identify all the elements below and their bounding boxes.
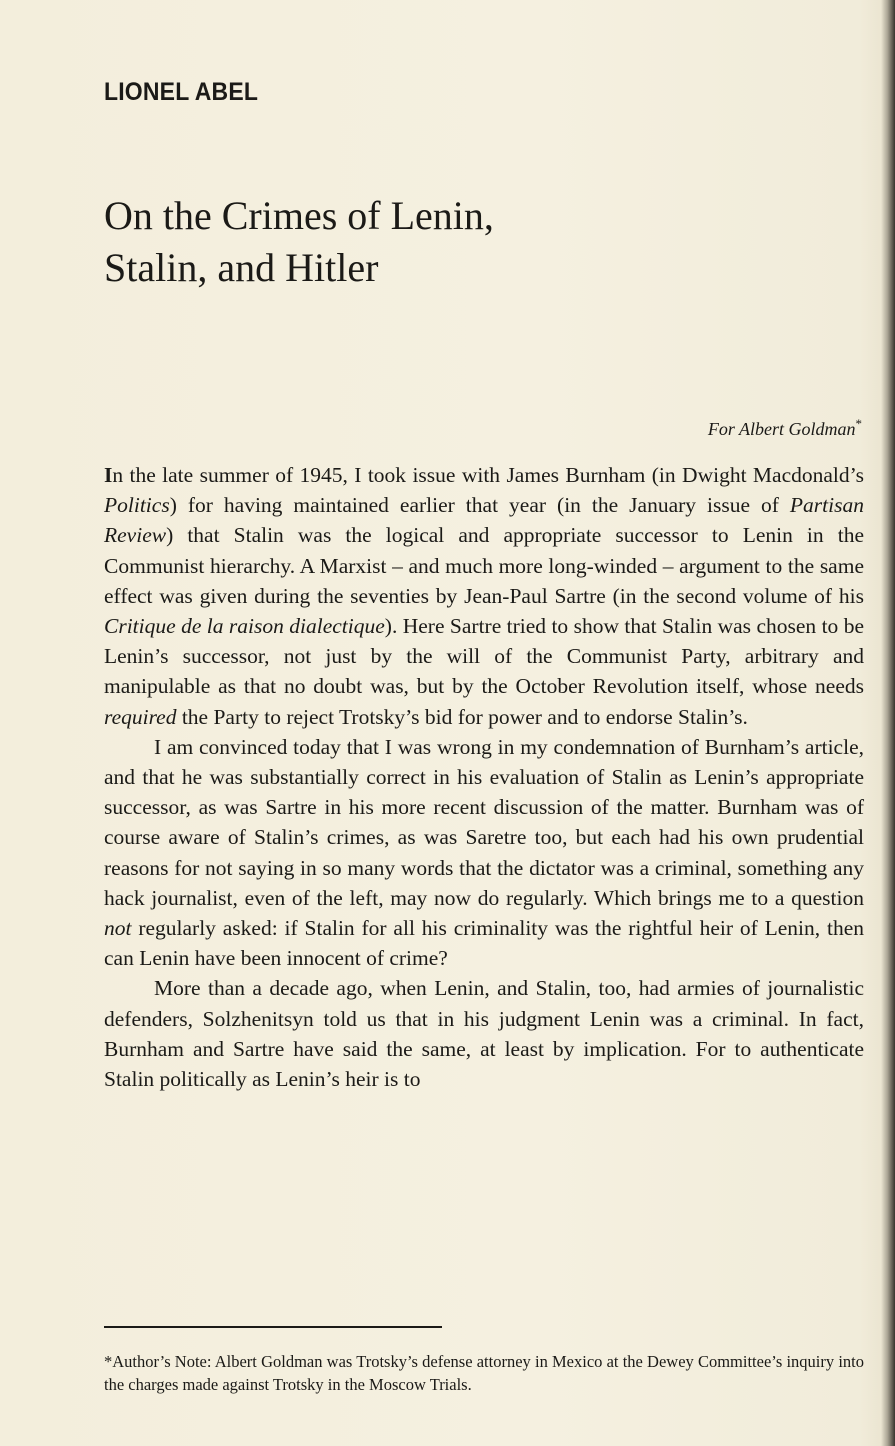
emphasis: not	[104, 916, 132, 941]
paragraph-1: In the late summer of 1945, I took issue with James Burnham (in Dwight Macdonald’s Politics) for having maintained earlier that year (in the January issue of Partisan Review) that Stalin was the logical and appropriate successor to Lenin in the Communist hierarchy. A Marxist – and much more long-winded – argument to the same effect was given during the seventies by Jean-Paul Sartre (in the second volume of his Critique de la raison dialectique). Here Sartre tried to show that Stalin was chosen to be Lenin’s successor, not just by the will of the Communist Party, arbitrary and manipulable as that no doubt was, but by the October Revolution itself, whose needs required the Party to reject Trotsky’s bid for power and to endorse Stalin’s.	[104, 463, 864, 729]
initial-letter: I	[104, 463, 113, 487]
article-title	[104, 190, 804, 294]
dedication	[708, 416, 862, 440]
page-edge-shadow	[881, 0, 895, 1446]
footnote-rule	[104, 1326, 442, 1328]
italic-title: Partisan Review	[104, 493, 864, 548]
author-name: LIONEL ABEL	[104, 78, 259, 106]
emphasis: required	[104, 704, 177, 729]
dedication-footnote-mark: *	[855, 416, 862, 431]
dedication-text: For Albert Goldman	[707, 419, 856, 439]
article-body	[104, 460, 864, 1094]
paragraph-3: More than a decade ago, when Lenin, and Stalin, too, had armies of journalistic defenders, Solzhenitsyn told us that in his judgment Lenin was a criminal. In fact, Burnham and Sartre have said the same, at least by implication. For to authenticate Stalin politically as Lenin’s heir is to	[104, 976, 864, 1092]
title-line-1: On the Crimes of Lenin,	[104, 193, 494, 238]
italic-title: Politics	[104, 493, 170, 518]
italic-title: Critique de la raison dialectique	[104, 614, 385, 639]
title-line-2: Stalin, and Hitler	[104, 245, 379, 290]
footnote: *Author’s Note: Albert Goldman was Trotsky’s defense attorney in Mexico at the Dewey Committee’s inquiry into the charges made against Trotsky in the Moscow Trials.	[104, 1352, 864, 1394]
paragraph-2: I am convinced today that I was wrong in my condemnation of Burnham’s article, and that he was substantially correct in his evaluation of Stalin as Lenin’s appropriate successor, as was Sartre in his more recent discussion of the matter. Burnham was of course aware of Stalin’s crimes, as was Saretre too, but each had his own prudential reasons for not saying in so many words that the dictator was a criminal, something any hack journalist, even of the left, may now do regularly. Which brings me to a question not regularly asked: if Stalin for all his criminality was the rightful heir of Lenin, then can Lenin have been innocent of crime?	[104, 734, 864, 971]
